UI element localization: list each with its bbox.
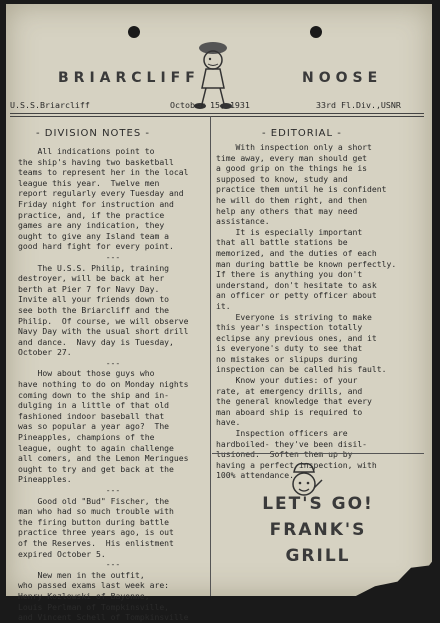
column-divider (210, 116, 211, 596)
text-line: assistance. (216, 216, 270, 227)
text-line: who passed exams last week are: (18, 580, 170, 591)
text-line: teams to represent her in the local (18, 167, 189, 178)
text-line: and Vincent Schell of Tompkinsville (18, 612, 189, 623)
ad-top-rule (212, 453, 424, 454)
text-line: Navy Day with the usual short drill (18, 326, 189, 337)
editorial-heading-text: EDITORIAL (270, 128, 334, 139)
text-line: games are any indication, they (18, 220, 165, 231)
masthead-title-right: NOOSE (302, 70, 383, 86)
header-rule-2 (10, 116, 424, 117)
masthead-title-left: BRIARCLIFF (58, 70, 200, 86)
section-separator: --- (105, 251, 121, 262)
text-line: man during battle be known perfectly. (216, 258, 397, 269)
ship-name: U.S.S.Briarcliff (10, 100, 90, 110)
text-line: league this year. Twelve men (18, 177, 160, 188)
text-line: Everyone is striving to make (216, 311, 372, 322)
text-line: an officer or petty officer about (216, 290, 377, 301)
ad-line-2: FRANK'S (269, 520, 367, 540)
text-line: Philip. Of course, we will observe (18, 315, 189, 326)
text-line: see both the Briarcliff and the (18, 304, 170, 315)
info-bar (10, 100, 424, 112)
text-line: memorized, and the duties of each (216, 247, 377, 258)
text-line: October 27. (18, 347, 72, 358)
ad-line-1: LET'S GO! (262, 494, 374, 514)
text-line: It is especially important (216, 226, 363, 237)
header-rule (10, 113, 424, 114)
text-line: having a perfect inspection, with (216, 459, 377, 470)
text-line: dulging in a little of that old (18, 400, 170, 411)
text-line: Louis Perlman of Tompkinsville, (18, 601, 170, 612)
text-line: man who had so much trouble with (18, 506, 174, 517)
punch-hole-left (128, 26, 140, 38)
editorial-heading: - EDITORIAL - (262, 128, 342, 139)
punch-hole-right (310, 26, 322, 38)
text-line: hardboiled- they've been disil- (216, 438, 368, 449)
text-line: All indications point to (18, 146, 155, 156)
text-line: the ship's having two basketball (18, 156, 174, 167)
text-line: lusioned. Soften them up by (216, 449, 353, 460)
text-line: the firing button during battle (18, 516, 170, 527)
text-line: fashioned indoor baseball that (18, 410, 165, 421)
text-line: practice three years ago, is out (18, 527, 174, 538)
text-line: inspection can be called his fault. (216, 364, 387, 375)
text-line: all comers, and the Lemon Meringues (18, 453, 189, 464)
editorial-column (216, 142, 426, 481)
text-line: man aboard ship is required to (216, 406, 363, 417)
text-line: Pineapples, champions of the (18, 432, 155, 443)
text-line: help any others that may need (216, 205, 358, 216)
text-line: Friday night for instruction and (18, 198, 174, 209)
text-line: Inspection officers are (216, 428, 348, 439)
text-line: With inspection only a short (216, 142, 372, 152)
text-line: a good grip on the things he is (216, 163, 368, 174)
text-line: report regularly every Tuesday and (18, 188, 184, 199)
text-line: Know your duties: of your (216, 375, 358, 386)
text-line: have. (216, 417, 241, 428)
text-line: 100% attendance. (216, 470, 294, 481)
text-line: eclipse any previous ones, and it (216, 332, 377, 343)
division-notes-heading-text: DIVISION NOTES (44, 128, 142, 139)
text-line: time away, every man should get (216, 152, 368, 163)
text-line: was so popular a year ago? The (18, 421, 170, 432)
text-line: expired October 5. (18, 548, 106, 559)
issue-date: October 15, 1931 (170, 100, 250, 110)
text-line: good hard fight for every point. (18, 241, 174, 252)
section-separator: --- (105, 485, 121, 495)
section-separator: --- (105, 559, 121, 570)
text-line: Henry Kozlowski of Bayonne, (18, 590, 150, 601)
division-notes-column (18, 146, 208, 623)
text-line: New men in the outfit, (18, 569, 145, 580)
franks-grill-ad (212, 458, 424, 588)
text-line: supposed to know, study and (216, 173, 348, 184)
text-line: and dance. Navy day is Tuesday, (18, 336, 174, 347)
unit-name: 33rd Fl.Div.,USNR (316, 100, 401, 110)
text-line: If there is anything you don't (216, 269, 363, 280)
text-line: ought to try and get back at the (18, 463, 174, 474)
text-line: berth at Pier 7 for Navy Day. (18, 283, 160, 294)
text-line: The U.S.S. Philip, training (18, 262, 170, 273)
masthead (6, 66, 432, 96)
text-line: practice, and, if the practice (18, 209, 165, 220)
text-line: is everyone's duty to see that (216, 343, 363, 354)
text-line: understand, don't hesitate to ask (216, 279, 377, 290)
text-line: rate, at emergency drills, and (216, 385, 363, 396)
ad-line-3: GRILL (285, 546, 351, 566)
division-notes-heading: - DIVISION NOTES - (36, 128, 150, 139)
text-line: that all battle stations be (216, 237, 348, 248)
text-line: Good old "Bud" Fischer, the (18, 495, 170, 506)
text-line: it. (216, 300, 231, 311)
text-line: How about those guys who (18, 368, 155, 379)
text-line: coming down to the ship and in- (18, 389, 170, 400)
newsletter-page (6, 4, 432, 623)
text-line: have nothing to do on Monday nights (18, 379, 189, 390)
text-line: of the Reserves. His enlistment (18, 537, 174, 548)
text-line: destroyer, will be back at her (18, 273, 165, 284)
section-separator: --- (105, 357, 121, 368)
text-line: practice them until he is confident (216, 184, 387, 195)
text-line: ought to give any Island team a (18, 230, 170, 241)
text-line: the general knowledge that every (216, 396, 372, 407)
text-line: no mistakes or slipups during (216, 353, 358, 364)
text-line: league, ought to again challenge (18, 442, 174, 453)
text-line: Invite all your friends down to (18, 294, 170, 305)
text-line: he will do them right, and then (216, 194, 368, 205)
text-line: this year's inspection totally (216, 322, 363, 333)
text-line: Pineapples. (18, 474, 72, 485)
